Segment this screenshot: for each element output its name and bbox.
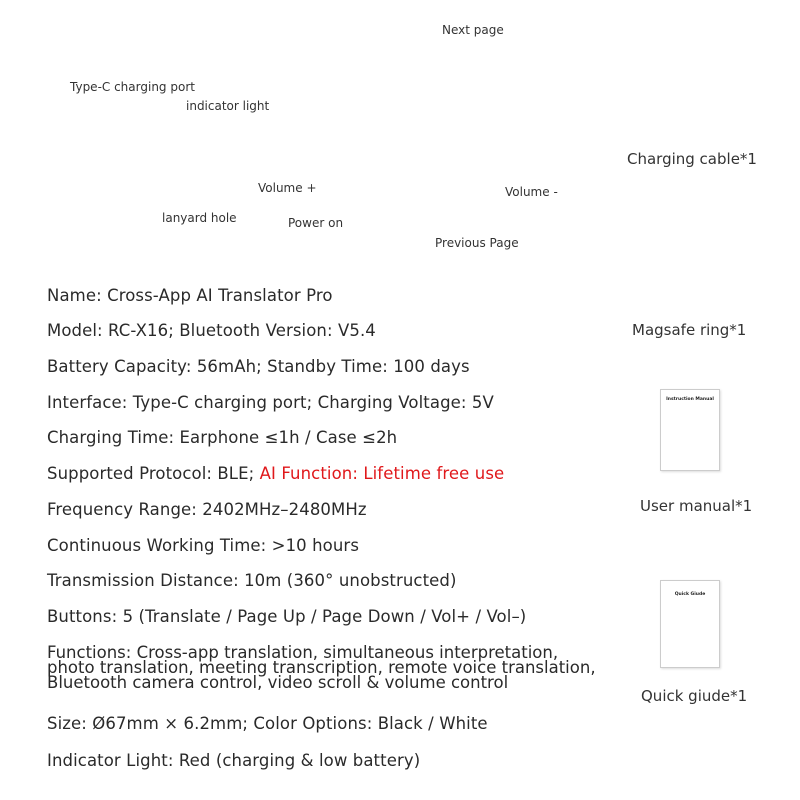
charging-cable-label: Charging cable*1 [627,150,757,168]
spec-protocol: Supported Protocol: BLE; [47,464,260,483]
type-c-port-label: Type-C charging port [70,80,195,94]
spec-functions-line-3: Bluetooth camera control, video scroll & volume control [47,673,509,692]
volume-minus-label: Volume - [505,185,558,199]
spec-buttons: Buttons: 5 (Translate / Page Up / Page Down / Vol+ / Vol–) [47,607,527,626]
magsafe-ring-label: Magsafe ring*1 [632,321,747,339]
quick-guide-label: Quick giude*1 [641,687,748,705]
lanyard-hole-label: lanyard hole [162,211,237,225]
spec-charging-time: Charging Time: Earphone ≤1h / Case ≤2h [47,428,398,447]
user-manual-label: User manual*1 [640,497,753,515]
spec-distance: Transmission Distance: 10m (360° unobstructed) [47,571,457,590]
indicator-light-label: indicator light [186,99,270,113]
next-page-button[interactable] [391,71,423,103]
spec-working-time: Continuous Working Time: >10 hours [47,536,360,555]
spec-battery: Battery Capacity: 56mAh; Standby Time: 100 days [47,357,470,376]
next-page-label: Next page [442,23,504,37]
manual-title: Instruction Manual [666,397,714,402]
previous-page-label: Previous Page [435,236,519,250]
spec-functions-line-1: Functions: Cross-app translation, simultaneous interpretation, [47,643,559,662]
spec-frequency: Frequency Range: 2402MHz–2480MHz [47,500,367,519]
spec-protocol-row [47,464,504,483]
previous-page-button[interactable] [391,177,423,209]
spec-functions [47,645,596,690]
guide-title: Quick Giude [674,592,706,597]
spec-ai-function: AI Function: Lifetime free use [259,464,505,483]
spec-model: Model: RC-X16; Bluetooth Version: V5.4 [47,321,376,340]
spec-indicator: Indicator Light: Red (charging & low battery) [47,751,421,770]
spec-interface: Interface: Type-C charging port; Charging Voltage: 5V [47,393,494,412]
manual-icon [660,389,720,471]
power-on-label: Power on [288,216,344,230]
spec-functions-line-2: photo translation, meeting transcription, remote voice translation, [47,658,596,677]
spec-name: Name: Cross-App AI Translator Pro [47,286,333,305]
volume-plus-label: Volume + [258,181,317,195]
spec-size: Size: Ø67mm × 6.2mm; Color Options: Black / White [47,714,488,733]
guide-icon [660,580,720,668]
